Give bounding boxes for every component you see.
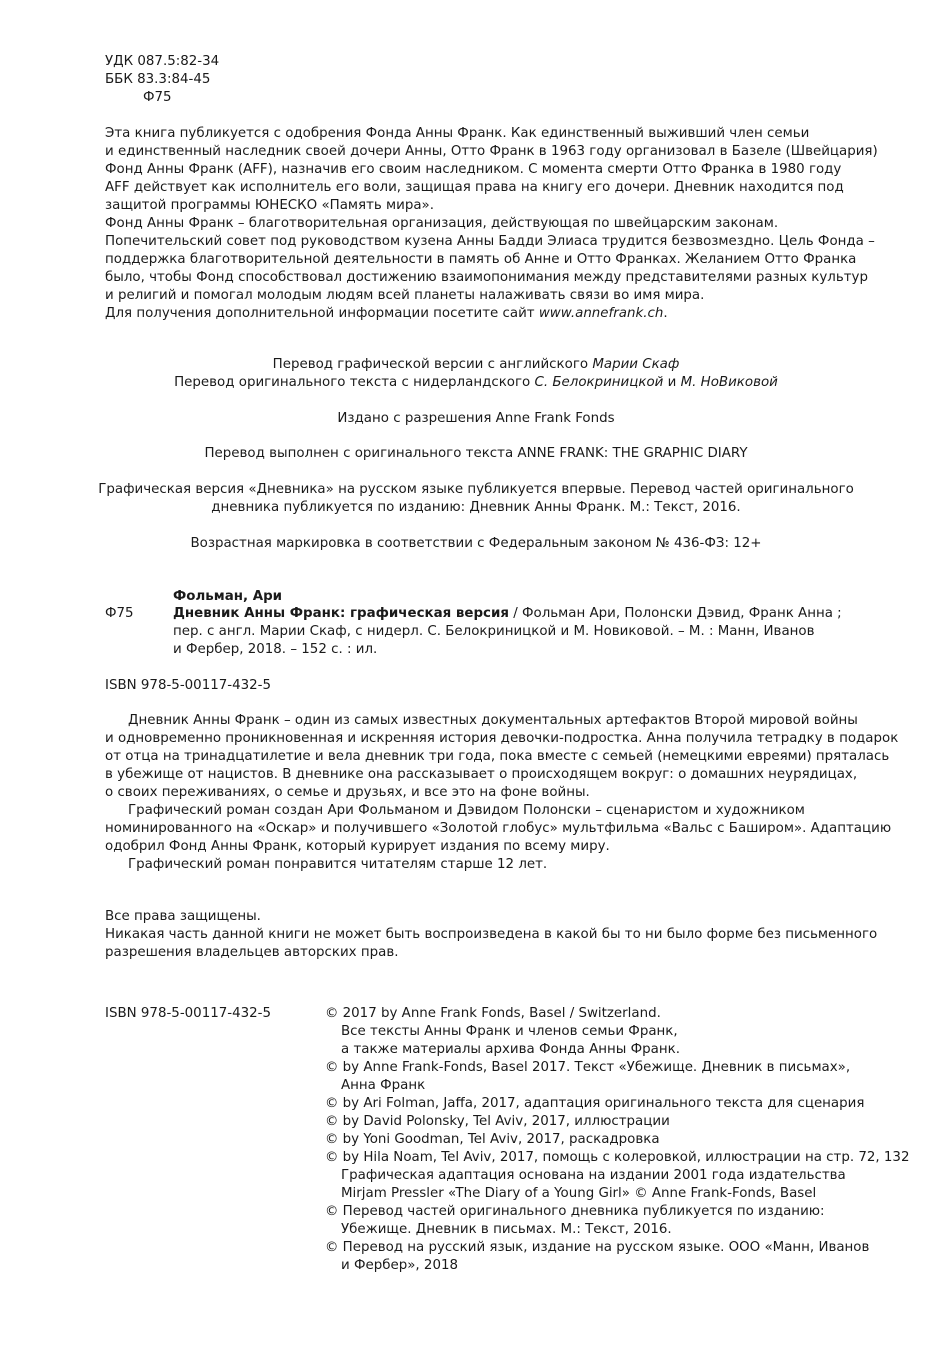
foundation-line: и единственный наследник своей дочери Анны, Отто Франк в 1963 году организовал в Базеле (Швейцария) bbox=[105, 144, 878, 159]
copyright-line: Графическая адаптация основана на издании 2001 года издательства bbox=[341, 1168, 846, 1183]
copyright-line: © Перевод частей оригинального дневника публикуется по изданию: bbox=[325, 1204, 825, 1219]
rights-line: Все права защищены. bbox=[105, 909, 261, 924]
foundation-line: Эта книга публикуется с одобрения Фонда Анны Франк. Как единственный выживший член семьи bbox=[105, 126, 810, 141]
age-rating: Возрастная маркировка в соответствии с Федеральным законом № 436-ФЗ: 12+ bbox=[190, 536, 762, 551]
translator-name: С. Белокриницкой bbox=[534, 375, 664, 390]
first-publication-line: дневника публикуется по изданию: Дневник Анны Франк. М.: Текст, 2016. bbox=[211, 500, 741, 515]
translation-credit-graphic: Перевод графической версии с английского Марии Скаф bbox=[272, 357, 680, 372]
copyright-line: Анна Франк bbox=[341, 1078, 426, 1093]
translation-credit-original: Перевод оригинального текста с нидерландского С. Белокриницкой и М. НоВиковой bbox=[174, 375, 778, 390]
copyright-line: © by David Polonsky, Tel Aviv, 2017, иллюстрации bbox=[325, 1114, 670, 1129]
copyright-line: Mirjam Pressler «The Diary of a Young Girl» © Anne Frank-Fonds, Basel bbox=[341, 1186, 817, 1201]
rights-notice bbox=[105, 908, 877, 962]
copyright-line: © 2017 by Anne Frank Fonds, Basel / Switzerland. bbox=[325, 1006, 661, 1021]
copyright-list bbox=[325, 1005, 909, 1275]
copyright-line: © by Hila Noam, Tel Aviv, 2017, помощь с колеровкой, иллюстрации на стр. 72, 132 bbox=[325, 1150, 910, 1165]
annotation-line: Графический роман понравится читателям старше 12 лет. bbox=[128, 857, 548, 872]
annotation bbox=[105, 712, 898, 874]
catalog-author: Фольман, Ари bbox=[173, 589, 283, 604]
copyright-line: © by Anne Frank-Fonds, Basel 2017. Текст «Убежище. Дневник в письмах», bbox=[325, 1060, 851, 1075]
published-permission: Издано с разрешения Anne Frank Fonds bbox=[337, 411, 615, 426]
website-prefix: Для получения дополнительной информации посетите сайт bbox=[105, 306, 539, 321]
copyright-line: и Фербер», 2018 bbox=[341, 1258, 459, 1273]
annotation-line: номинированного на «Оскар» и получившего «Золотой глобус» мультфильма «Вальс с Баширом». Адаптацию bbox=[105, 821, 892, 836]
udk-code: УДК 087.5:82-34 bbox=[105, 54, 220, 69]
catalog-title-line: Дневник Анны Франк: графическая версия / Фольман Ари, Полонски Дэвид, Франк Анна ; bbox=[173, 606, 842, 621]
foundation-line: было, чтобы Фонд способствовал достижению взаимопонимания между представителями разных культур bbox=[105, 270, 868, 285]
first-publication-line: Графическая версия «Дневника» на русском языке публикуется впервые. Перевод частей оригинального bbox=[98, 482, 854, 497]
annotation-line: Графический роман создан Ари Фольманом и Дэвидом Полонски – сценаристом и художником bbox=[128, 803, 805, 818]
foundation-line: Фонд Анны Франк (AFF), назначив его своим наследником. С момента смерти Отто Франка в 1980 году bbox=[105, 162, 842, 177]
rights-line: Никакая часть данной книги не может быть воспроизведена в какой бы то ни было форме без письменного bbox=[105, 927, 878, 942]
foundation-paragraph bbox=[105, 125, 878, 323]
isbn-top: ISBN 978-5-00117-432-5 bbox=[105, 678, 271, 693]
copyright-line: © Перевод на русский язык, издание на русском языке. ООО «Манн, Иванов bbox=[325, 1240, 870, 1255]
foundation-line: Попечительский совет под руководством кузена Анны Бадди Элиаса трудится безвозмездно. Цель Фонда – bbox=[105, 234, 875, 249]
bbk-code: ББК 83.3:84-45 bbox=[105, 72, 211, 87]
website-suffix: . bbox=[663, 306, 668, 321]
translator-name: М. НоВиковой bbox=[680, 375, 778, 390]
copyright-line: Убежище. Дневник в письмах. М.: Текст, 2016. bbox=[341, 1222, 672, 1237]
rights-line: разрешения владельцев авторских прав. bbox=[105, 945, 399, 960]
copyright-line: © by Ari Folman, Jaffa, 2017, адаптация оригинального текста для сценария bbox=[325, 1096, 865, 1111]
catalog-line: пер. с англ. Марии Скаф, с нидерл. С. Белокриницкой и М. Новиковой. – М. : Манн, Иванов bbox=[173, 624, 815, 639]
catalog-title: Дневник Анны Франк: графическая версия bbox=[173, 606, 509, 621]
annotation-line: о своих переживаниях, о семье и друзьях, и все это на фоне войны. bbox=[105, 785, 590, 800]
annotation-line: Дневник Анны Франк – один из самых известных документальных артефактов Второй мировой войны bbox=[128, 713, 858, 728]
translated-from: Перевод выполнен с оригинального текста ANNE FRANK: THE GRAPHIC DIARY bbox=[204, 446, 748, 461]
foundation-line: AFF действует как исполнитель его воли, защищая права на книгу его дочери. Дневник находится под bbox=[105, 180, 844, 195]
catalog-line: и Фербер, 2018. – 152 с. : ил. bbox=[173, 642, 378, 657]
copyright-line: Все тексты Анны Франк и членов семьи Франк, bbox=[341, 1024, 678, 1039]
catalog-code: Ф75 bbox=[105, 606, 134, 621]
isbn-bottom: ISBN 978-5-00117-432-5 bbox=[105, 1006, 271, 1021]
foundation-line: и религий и помогал молодым людям всей планеты налаживать связи во имя мира. bbox=[105, 288, 705, 303]
annotation-line: в убежище от нацистов. В дневнике она рассказывает о происходящем вокруг: о домашних неурядицах, bbox=[105, 767, 858, 782]
annotation-line: от отца на тринадцатилетие и вела дневник три года, пока вместе с семьей (немецкими евреями) пряталась bbox=[105, 749, 890, 764]
translator-name: Марии Скаф bbox=[592, 357, 680, 372]
author-mark-code: Ф75 bbox=[143, 90, 172, 105]
foundation-line: поддержка благотворительной деятельности в память об Анне и Отто Франках. Желанием Отто Франка bbox=[105, 252, 857, 267]
website-line bbox=[105, 305, 878, 323]
annotation-line: и одновременно проникновенная и искренняя история девочки-подростка. Анна получила тетрадку в подарок bbox=[105, 731, 899, 746]
copyright-line: © by Yoni Goodman, Tel Aviv, 2017, раскадровка bbox=[325, 1132, 660, 1147]
annotation-line: одобрил Фонд Анны Франк, который курирует издания по всему миру. bbox=[105, 839, 610, 854]
foundation-line: защитой программы ЮНЕСКО «Память мира». bbox=[105, 198, 434, 213]
foundation-line: Фонд Анны Франк – благотворительная организация, действующая по швейцарским законам. bbox=[105, 216, 779, 231]
website-link[interactable]: www.annefrank.ch bbox=[538, 306, 664, 321]
copyright-line: а также материалы архива Фонда Анны Франк. bbox=[341, 1042, 680, 1057]
